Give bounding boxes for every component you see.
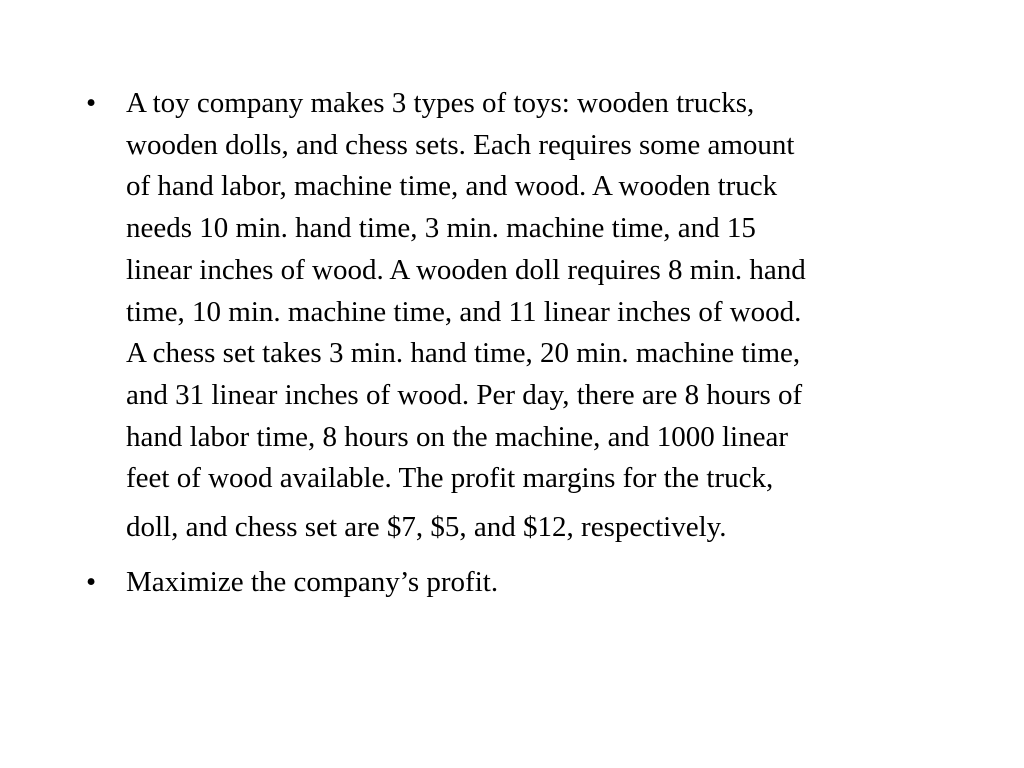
bullet-item-problem-statement: [86, 83, 946, 554]
bullet-marker: •: [86, 566, 97, 599]
text-line: hand labor time, 8 hours on the machine, and 1000 linear: [126, 420, 788, 453]
text-line: wooden dolls, and chess sets. Each requires some amount: [126, 128, 795, 161]
text-line: linear inches of wood. A wooden doll requires 8 min. hand: [126, 253, 806, 286]
bullet-text: [126, 562, 946, 604]
text-line: of hand labor, machine time, and wood. A wooden truck: [126, 170, 778, 203]
text-line: Maximize the company’s profit.: [126, 566, 499, 599]
text-line: A chess set takes 3 min. hand time, 20 min. machine time,: [126, 337, 801, 370]
text-line: and 31 linear inches of wood. Per day, there are 8 hours of: [126, 378, 803, 411]
text-line: doll, and chess set are $7, $5, and $12, respectively.: [126, 511, 727, 544]
text-line: needs 10 min. hand time, 3 min. machine time, and 15: [126, 212, 756, 245]
bullet-text: [126, 83, 946, 554]
text-line: A toy company makes 3 types of toys: wooden trucks,: [126, 87, 755, 119]
text-line: time, 10 min. machine time, and 11 linear inches of wood.: [126, 295, 802, 328]
bullet-marker: •: [86, 87, 97, 119]
bullet-item-task: [86, 562, 946, 604]
text-line: feet of wood available. The profit margins for the truck,: [126, 462, 774, 495]
bullet-list: [86, 83, 946, 604]
